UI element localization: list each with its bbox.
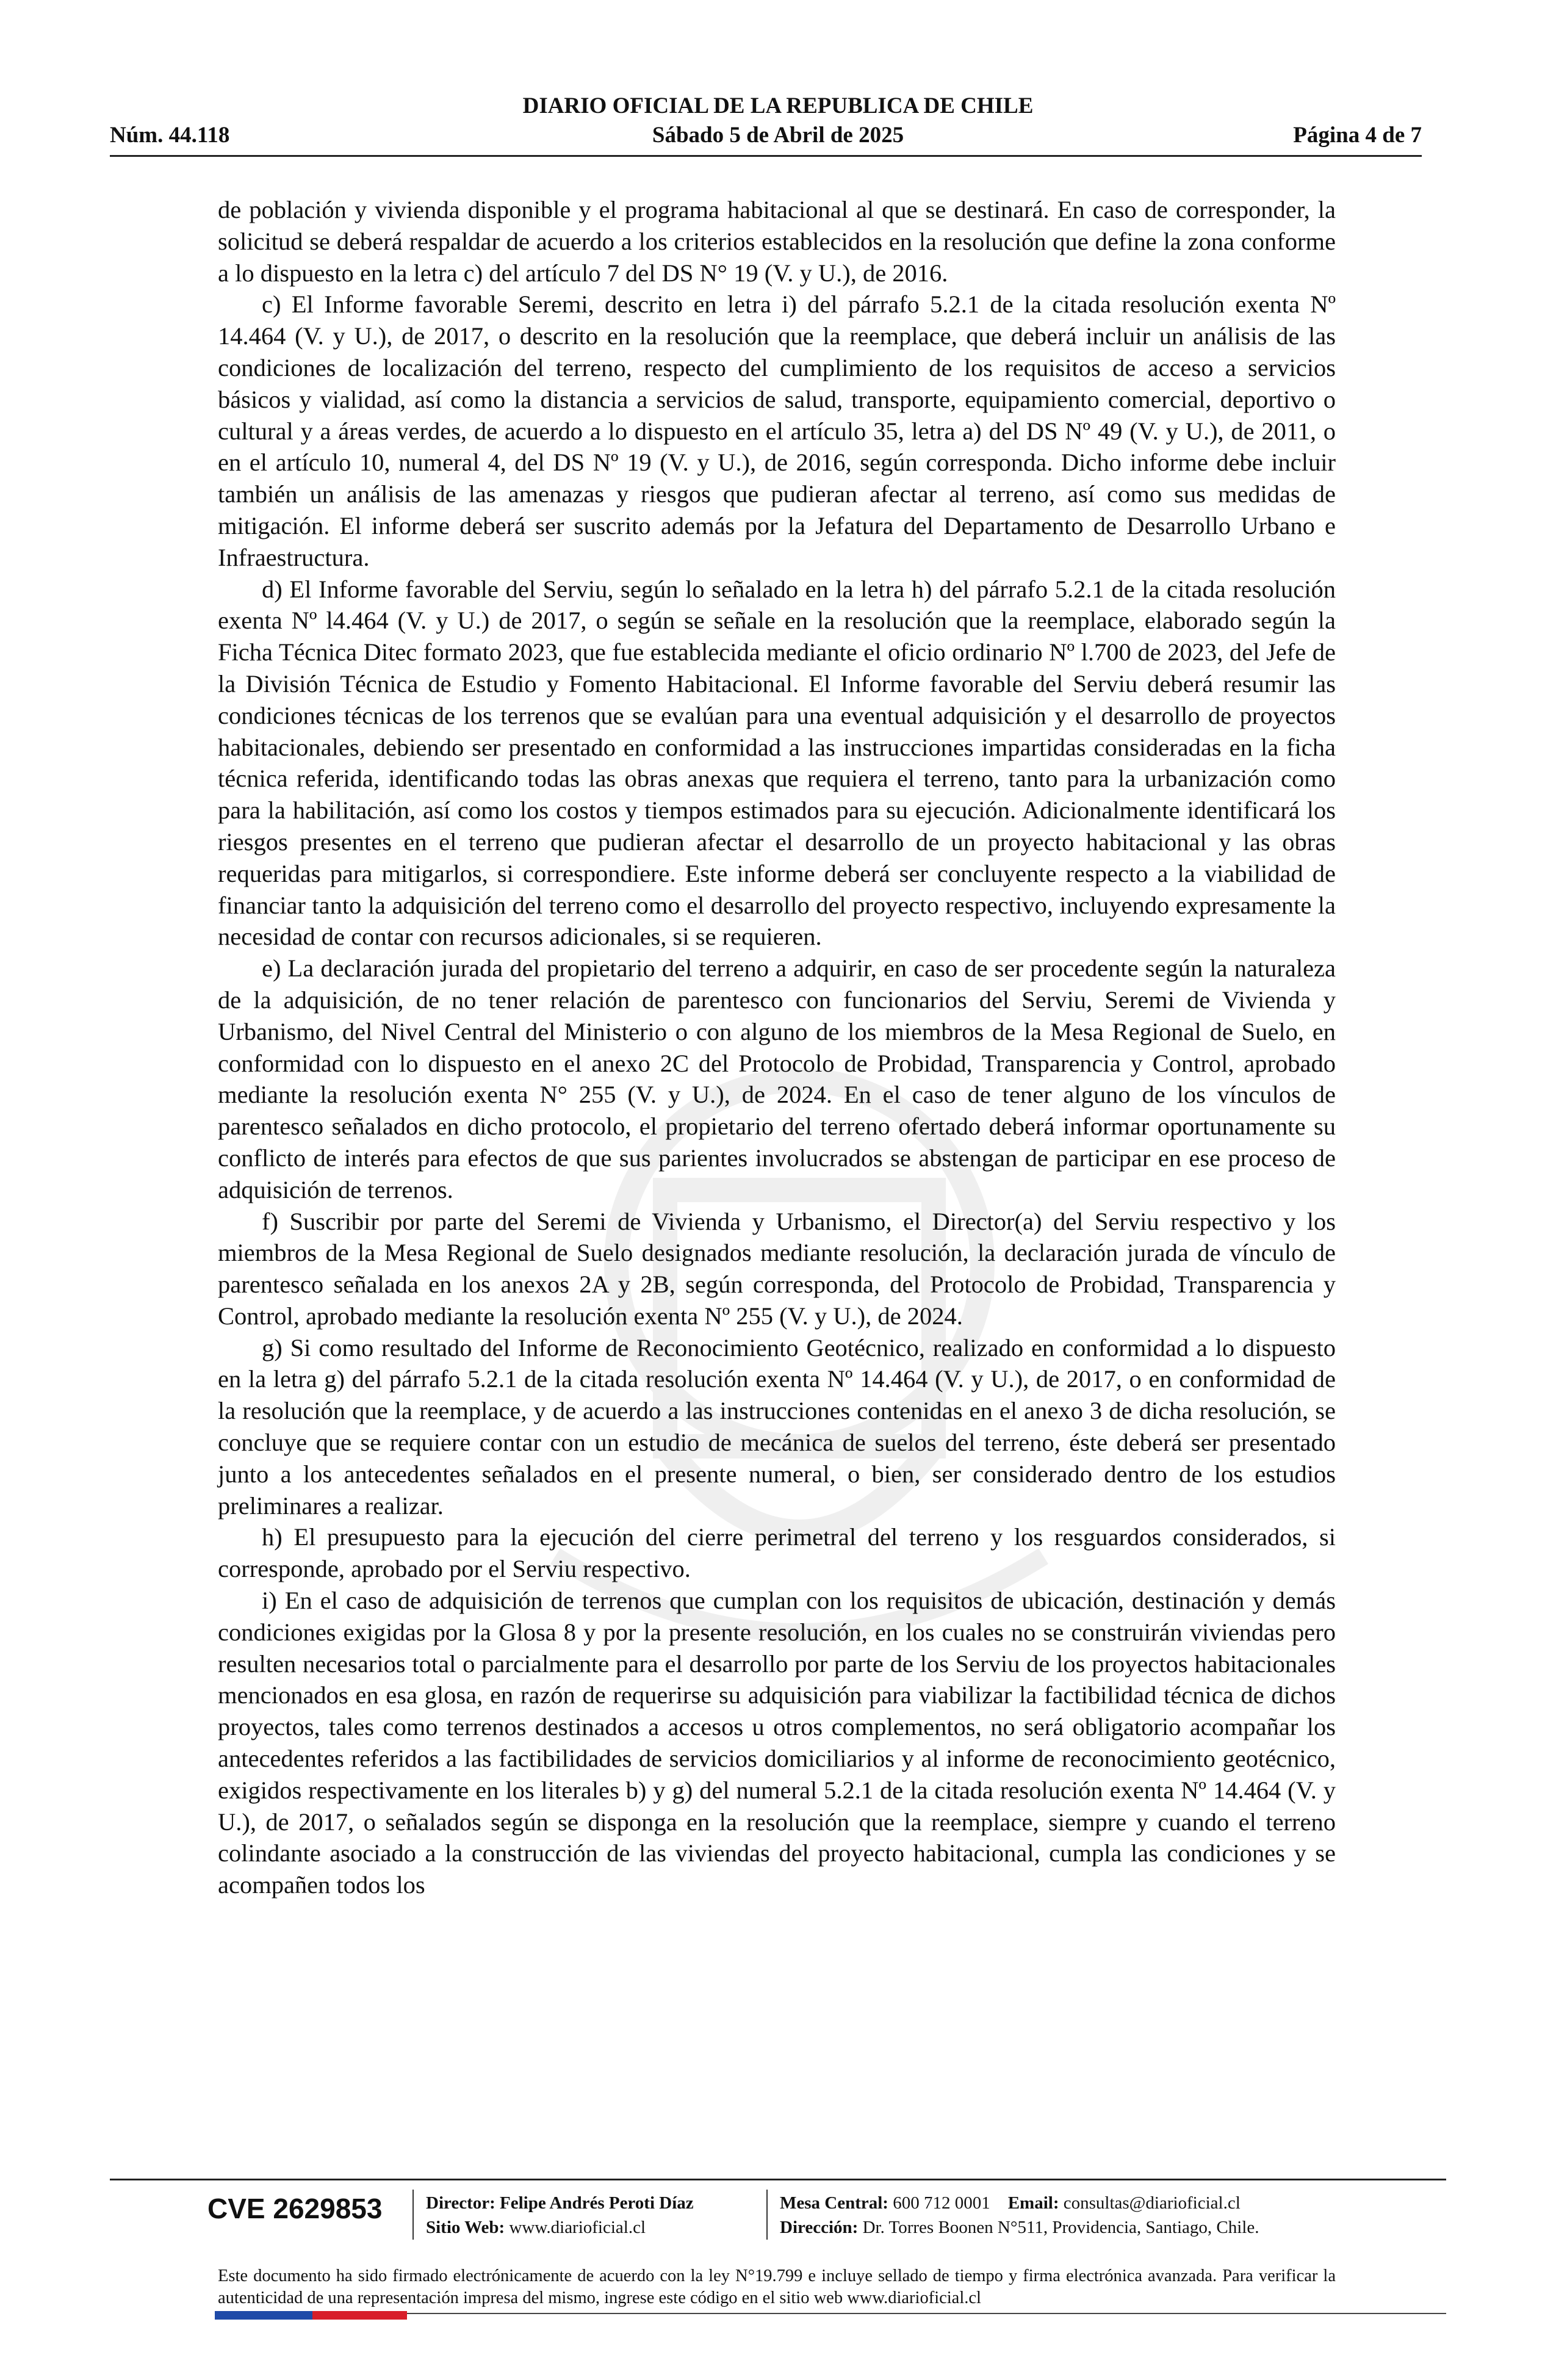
phone-label: Mesa Central: (780, 2193, 888, 2213)
director-name: Felipe Andrés Peroti Díaz (500, 2193, 694, 2213)
paragraph-item-i: i) En el caso de adquisición de terrenos que cumplan con los requisitos de ubicación, destinación y demás condiciones exigidas por la Glosa 8 y por la presente resolución, en los cuales no se construirán viviendas pero resulten necesarios total o parcialmente para el desarrollo por parte de los Serviu de los proyectos habitacionales mencionados en esa glosa, en razón de requerirse su adquisición para viabilizar la factibilidad técnica de dichos proyectos, tales como terrenos destinados a accesos u otros complementos, no será obligatorio acompañar los antecedentes referidos a las factibilidades de servicios domiciliarios y al informe de reconocimiento geotécnico, exigidos respectivamente en los literales b) y g) del numeral 5.2.1 de la citada resolución exenta Nº 14.464 (V. y U.), de 2017, o señalados según se disponga en la resolución que la reemplace, siempre y cuando el terreno colindante asociado a la construcción de las viviendas del proyecto habitacional, cumpla las condiciones y se acompañen todos los (218, 1587, 1336, 1899)
website-link[interactable]: www.diarioficial.cl (509, 2218, 646, 2237)
website-label: Sitio Web: (426, 2218, 505, 2237)
footer-base-divider (407, 2313, 1446, 2314)
paragraph-item-h: h) El presupuesto para la ejecución del cierre perimetral del terreno y los resguardos considerados, si corresponde, aprobado por el Serviu respectivo. (218, 1523, 1336, 1583)
contact-line (780, 2193, 1241, 2213)
paragraph-item-e: e) La declaración jurada del propietario del terreno a adquirir, en caso de ser procedente según la naturaleza de la adquisición, de no tener relación de parentesco con funcionarios del Serviu, Seremi de Vivienda y Urbanismo, del Nivel Central del Ministerio o con alguno de los miembros de la Mesa Regional de Suelo, en conformidad con lo dispuesto en el anexo 2C del Protocolo de Probidad, Transparencia y Control, aprobado mediante la resolución exenta N° 255 (V. y U.), de 2024. En el caso de tener alguno de los vínculos de parentesco señalados en dicho protocolo, el propietario del terreno ofertado deberá informar oportunamente su conflicto de interés para efectos de que sus parientes involucrados se abstengan de participar en ese proceso de adquisición de terrenos. (218, 954, 1336, 1203)
phone-value: 600 712 0001 (893, 2193, 990, 2213)
paragraph-item-d: d) El Informe favorable del Serviu, según lo señalado en la letra h) del párrafo 5.2.1 de la citada resolución exenta Nº l4.464 (V. y U.) de 2017, o según se señale en la resolución que la reemplace, elaborado según la Ficha Técnica Ditec formato 2023, que fue establecida mediante el oficio ordinario Nº l.700 de 2023, del Jefe de la División Técnica de Estudio y Fomento Habitacional. El Informe favorable del Serviu deberá resumir las condiciones técnicas de los terrenos que se evalúan para una eventual adquisición y el desarrollo de proyectos habitacionales, debiendo ser presentado en conformidad a las instrucciones impartidas consideradas en la ficha técnica referida, identificando todas las obras anexas que requiera el terreno, tanto para la urbanización como para la habilitación, así como los costos y tiempos estimados para su ejecución. Adicionalmente identificará los riesgos presentes en el terreno que pudieran afectar el desarrollo de un proyecto habitacional y las obras requeridas para mitigarlos, si correspondiere. Este informe deberá ser concluyente respecto a la viabilidad de financiar tanto la adquisición del terreno como el desarrollo del proyecto respectivo, incluyendo expresamente la necesidad de contar con recursos adicionales, si se requieren. (218, 575, 1336, 951)
legal-note-text: Este documento ha sido firmado electrónicamente de acuerdo con la ley N°19.799 e incluye sellado de tiempo y firma electrónica avanzada. Para verificar la autenticidad de una representación impresa del mismo, ingrese este código en el sitio web www.diarioficial.cl (218, 2266, 1336, 2307)
paragraph-item-f: f) Suscribir por parte del Seremi de Vivienda y Urbanismo, el Director(a) del Serviu respectivo y los miembros de la Mesa Regional de Suelo designados mediante resolución, la declaración jurada de vínculo de parentesco señalada en los anexos 2A y 2B, según corresponda, del Protocolo de Probidad, Transparencia y Control, aprobado mediante la resolución exenta Nº 255 (V. y U.), de 2024. (218, 1207, 1336, 1330)
director-line (426, 2193, 694, 2213)
newspaper-title: DIARIO OFICIAL DE LA REPUBLICA DE CHILE (522, 93, 1034, 118)
issue-date: Sábado 5 de Abril de 2025 (652, 123, 904, 148)
address-label: Dirección: (780, 2218, 859, 2237)
address-line (780, 2218, 1259, 2238)
article-body (218, 194, 1336, 1901)
paragraph-continuation: de población y vivienda disponible y el programa habitacional al que se destinará. En caso de corresponder, la solicitud se deberá respaldar de acuerdo a los criterios establecidos en la resolución que define la zona conforme a lo dispuesto en la letra c) del artículo 7 del DS N° 19 (V. y U.), de 2016. (218, 196, 1336, 287)
website-line (426, 2218, 646, 2238)
cve-code: CVE 2629853 (207, 2193, 383, 2224)
director-label: Director: (426, 2193, 495, 2213)
footer-divider (110, 2179, 1446, 2180)
paragraph-item-c: c) El Informe favorable Seremi, descrito en letra i) del párrafo 5.2.1 de la citada resolución exenta Nº 14.464 (V. y U.), de 2017, o descrito en la resolución que la reemplace, que deberá incluir un análisis de las condiciones de localización del terreno, respecto del cumplimiento de los requisitos de acceso a servicios básicos y vialidad, así como la distancia a servicios de salud, transporte, equipamiento comercial, deportivo o cultural y a áreas verdes, de acuerdo a lo dispuesto en el artículo 35, letra a) del DS Nº 49 (V. y U.), de 2011, o en el artículo 10, numeral 4, del DS Nº 19 (V. y U.), de 2016, según corresponda. Dicho informe debe incluir también un análisis de las amenazas y riesgos que pudieran afectar al terreno, así como sus medidas de mitigación. El informe deberá ser suscrito además por la Jefatura del Departamento de Desarrollo Urbano e Infraestructura. (218, 290, 1336, 571)
address-value: Dr. Torres Boonen N°511, Providencia, Santiago, Chile. (862, 2218, 1259, 2237)
flag-stripe-red (312, 2311, 407, 2320)
header-divider (110, 155, 1422, 157)
email-link[interactable]: consultas@diarioficial.cl (1063, 2193, 1241, 2213)
footer-separator (412, 2190, 414, 2240)
legal-note (218, 2265, 1336, 2309)
email-label: Email: (1007, 2193, 1059, 2213)
footer-separator (766, 2190, 768, 2240)
flag-stripe-blue (215, 2311, 312, 2320)
page-indicator: Página 4 de 7 (1293, 123, 1422, 148)
issue-number: Núm. 44.118 (110, 123, 230, 148)
paragraph-item-g: g) Si como resultado del Informe de Reconocimiento Geotécnico, realizado en conformidad a lo dispuesto en la letra g) del párrafo 5.2.1 de la citada resolución exenta Nº 14.464 (V. y U.), de 2017, o en conformidad de la resolución que la reemplace, y de acuerdo a las instrucciones contenidas en el anexo 3 de dicha resolución, se concluye que se requiere contar con un estudio de mecánica de suelos del terreno, éste deberá ser presentado junto a los antecedentes señalados en el presente numeral, o bien, ser considerado dentro de los estudios preliminares a realizar. (218, 1333, 1336, 1520)
